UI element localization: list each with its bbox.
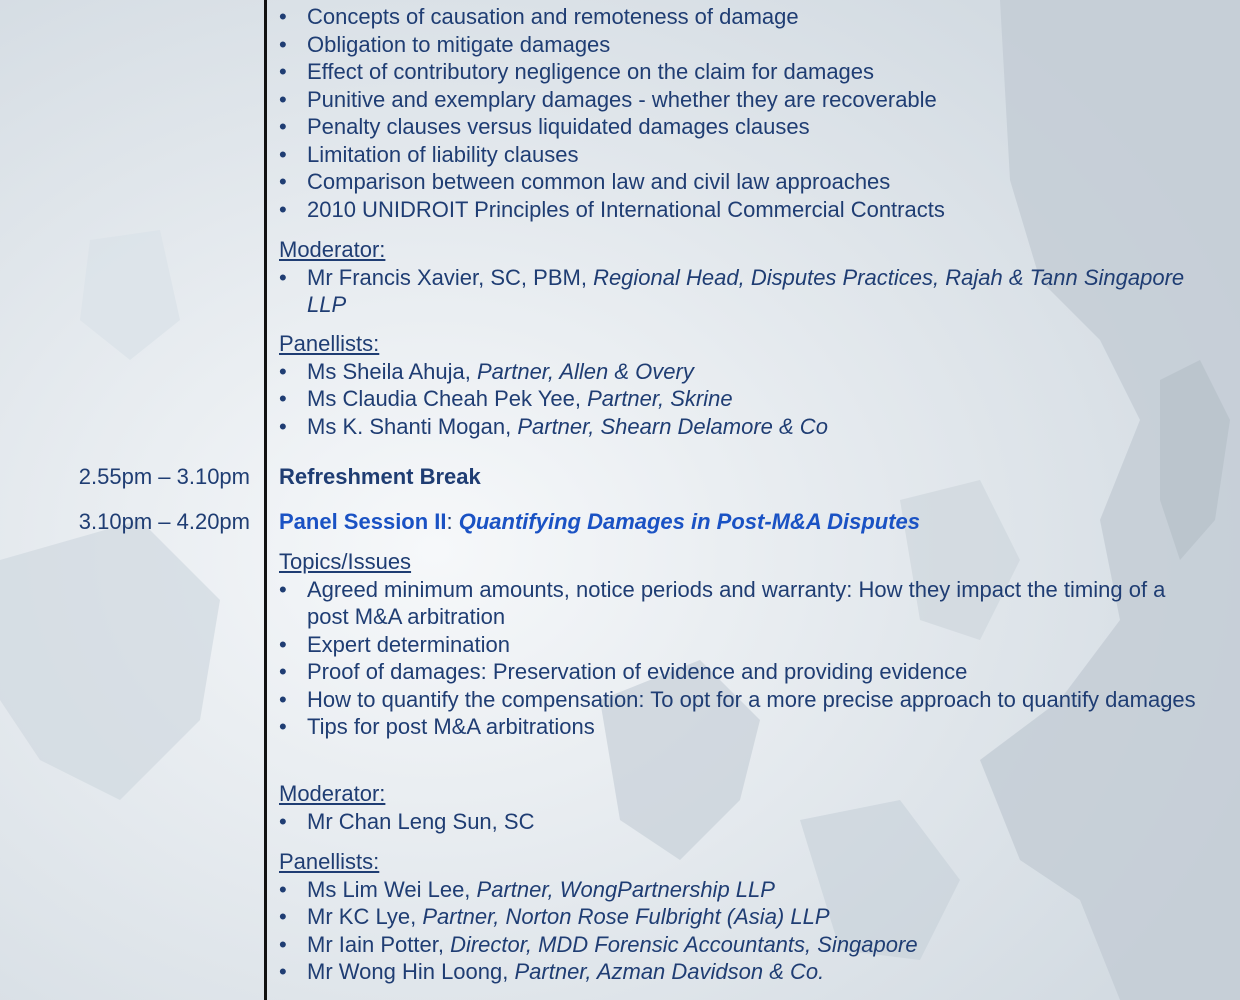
list-item xyxy=(279,358,1199,386)
list-item xyxy=(279,876,1199,904)
list-item: • Concepts of causation and remoteness of damage xyxy=(279,3,1199,31)
session2-time: 3.10pm – 4.20pm xyxy=(78,509,250,534)
session2-panellists xyxy=(279,848,1199,986)
list-item: • Punitive and exemplary damages - whether they are recoverable xyxy=(279,86,1199,114)
panellist-name: Mr KC Lye, xyxy=(307,904,423,929)
list-item: • Penalty clauses versus liquidated damages clauses xyxy=(279,113,1199,141)
list-item: • How to quantify the compensation: To opt for a more precise approach to quantify damages xyxy=(279,686,1199,714)
panellist-name: Mr Wong Hin Loong, xyxy=(307,959,515,984)
panellist-role: Partner, Allen & Overy xyxy=(476,358,694,384)
list-item xyxy=(279,931,1199,959)
break-time: 2.55pm – 3.10pm xyxy=(78,464,250,489)
panellist-role: Partner, Azman Davidson & Co. xyxy=(514,959,825,984)
panellist-name: Ms Claudia Cheah Pek Yee, xyxy=(307,386,588,411)
session2-topics xyxy=(279,548,1199,741)
list-item xyxy=(279,958,1199,986)
list-item xyxy=(279,264,1199,319)
panellist-name: Mr Iain Potter, xyxy=(307,931,451,957)
list-item: • Expert determination xyxy=(279,631,1199,659)
session2-colon: : xyxy=(446,509,459,534)
break-title: Refreshment Break xyxy=(279,464,481,489)
panellists-heading: Panellists: xyxy=(279,331,380,356)
session1-moderator xyxy=(279,236,1199,319)
list-item: • Obligation to mitigate damages xyxy=(279,31,1199,59)
moderator-name: Mr Francis Xavier, SC, PBM, xyxy=(307,264,594,290)
list-item xyxy=(279,903,1199,931)
list-item: • Agreed minimum amounts, notice periods and warranty: How they impact the timing of a post M&A arbitration xyxy=(279,576,1199,631)
session2-title: Quantifying Damages in Post-M&A Disputes xyxy=(458,509,920,534)
panellist-role: Partner, Norton Rose Fulbright (Asia) LLP xyxy=(422,904,830,929)
list-item: • Mr Chan Leng Sun, SC xyxy=(279,808,1199,836)
panellists-heading: Panellists: xyxy=(279,849,380,874)
list-item: • Proof of damages: Preservation of evidence and providing evidence xyxy=(279,658,1199,686)
panellist-role: Partner, Skrine xyxy=(587,386,733,411)
panellist-name: Ms Lim Wei Lee, xyxy=(307,876,477,902)
panellist-name: Ms K. Shanti Mogan, xyxy=(307,413,518,439)
session2-moderator xyxy=(279,780,1199,835)
session2-heading xyxy=(279,508,1199,536)
session2-label: Panel Session II xyxy=(279,509,447,534)
list-item: • Comparison between common law and civil law approaches xyxy=(279,168,1199,196)
topics-heading: Topics/Issues xyxy=(279,549,412,574)
moderator-role: Regional Head, Disputes Practices, Rajah & Tann Singapore LLP xyxy=(307,264,1185,317)
panellist-name: Ms Sheila Ahuja, xyxy=(307,358,477,384)
session1-panellists xyxy=(279,330,1199,440)
list-item: • Effect of contributory negligence on the claim for damages xyxy=(279,58,1199,86)
panellist-role: Director, MDD Forensic Accountants, Singapore xyxy=(450,931,918,957)
session1-topics xyxy=(279,3,1199,223)
list-item: • Tips for post M&A arbitrations xyxy=(279,713,1199,741)
moderator-heading: Moderator: xyxy=(279,237,386,262)
panellist-role: Partner, Shearn Delamore & Co xyxy=(517,413,828,439)
list-item: • Limitation of liability clauses xyxy=(279,141,1199,169)
list-item xyxy=(279,413,1199,441)
moderator-heading: Moderator: xyxy=(279,781,386,806)
panellist-role: Partner, WongPartnership LLP xyxy=(476,876,775,902)
list-item xyxy=(279,385,1199,413)
list-item: • 2010 UNIDROIT Principles of International Commercial Contracts xyxy=(279,196,1199,224)
